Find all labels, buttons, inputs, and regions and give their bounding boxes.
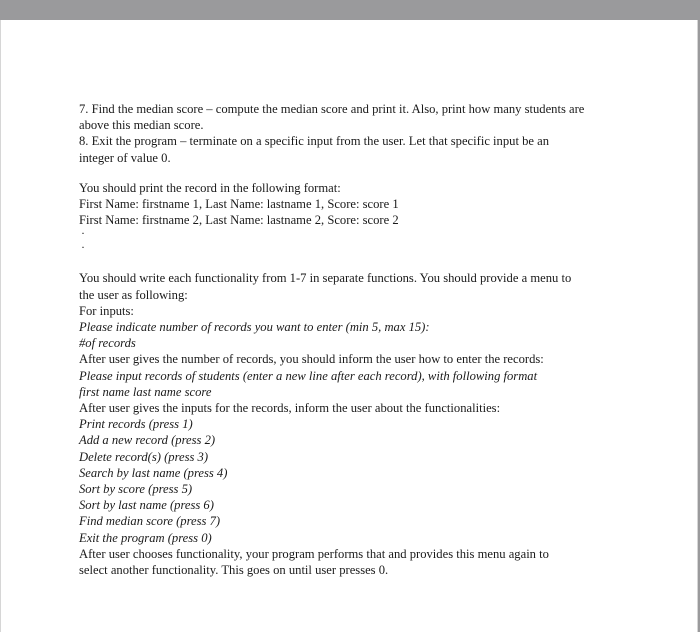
format-record-1: First Name: firstname 1, Last Name: lastname 1, Score: score 1 [79, 197, 399, 212]
ellipsis-dot-1: · [81, 226, 85, 241]
item-7-line-1: 7. Find the median score – compute the median score and print it. Also, print how many students are [79, 102, 585, 116]
menu-option: Find median score (press 7) [79, 514, 221, 529]
menu-option: Exit the program (press 0) [79, 530, 212, 545]
prompt-input-line-2: first name last name score [79, 384, 212, 399]
format-record-2: First Name: firstname 2, Last Name: lastname 2, Score: score 2 [79, 213, 399, 228]
menu-option: Sort by score (press 5) [79, 482, 193, 497]
menu-option: Print records (press 1) [79, 417, 193, 432]
document-content [79, 101, 639, 578]
menu-option: Add a new record (press 2) [79, 433, 216, 448]
prompt-input-line-1: Please input records of students (enter a new line after each record), with following format [79, 368, 538, 383]
menu-intro-line-2: the user as following: [79, 287, 188, 302]
item-7-line-2: above this median score. [79, 118, 204, 133]
closing-line-2: select another functionality. This goes on until user presses 0. [79, 563, 389, 578]
item-8-line-1: 8. Exit the program – terminate on a specific input from the user. Let that specific input be an [79, 134, 550, 149]
document-page [0, 20, 698, 632]
spacer [79, 166, 639, 180]
menu-intro-line-1: You should write each functionality from 1-7 in separate functions. You should provide a menu to [79, 271, 572, 286]
spacer [79, 256, 639, 270]
menu-option: Search by last name (press 4) [79, 465, 228, 480]
format-intro: You should print the record in the following format: [79, 180, 341, 195]
closing-line-1: After user chooses functionality, your program performs that and provides this menu again to [79, 546, 549, 561]
menu-option: Delete record(s) (press 3) [79, 449, 209, 464]
num-records: #of records [79, 336, 136, 351]
ellipsis-dot-2: · [81, 240, 85, 255]
for-inputs-label: For inputs: [79, 303, 134, 318]
after-number-text: After user gives the number of records, you should inform the user how to enter the records: [79, 352, 544, 367]
prompt-records: Please indicate number of records you want to enter (min 5, max 15): [79, 320, 430, 335]
menu-option: Sort by last name (press 6) [79, 498, 214, 513]
item-8-line-2: integer of value 0. [79, 150, 171, 165]
after-inputs-text: After user gives the inputs for the records, inform the user about the functionalities: [79, 401, 501, 416]
